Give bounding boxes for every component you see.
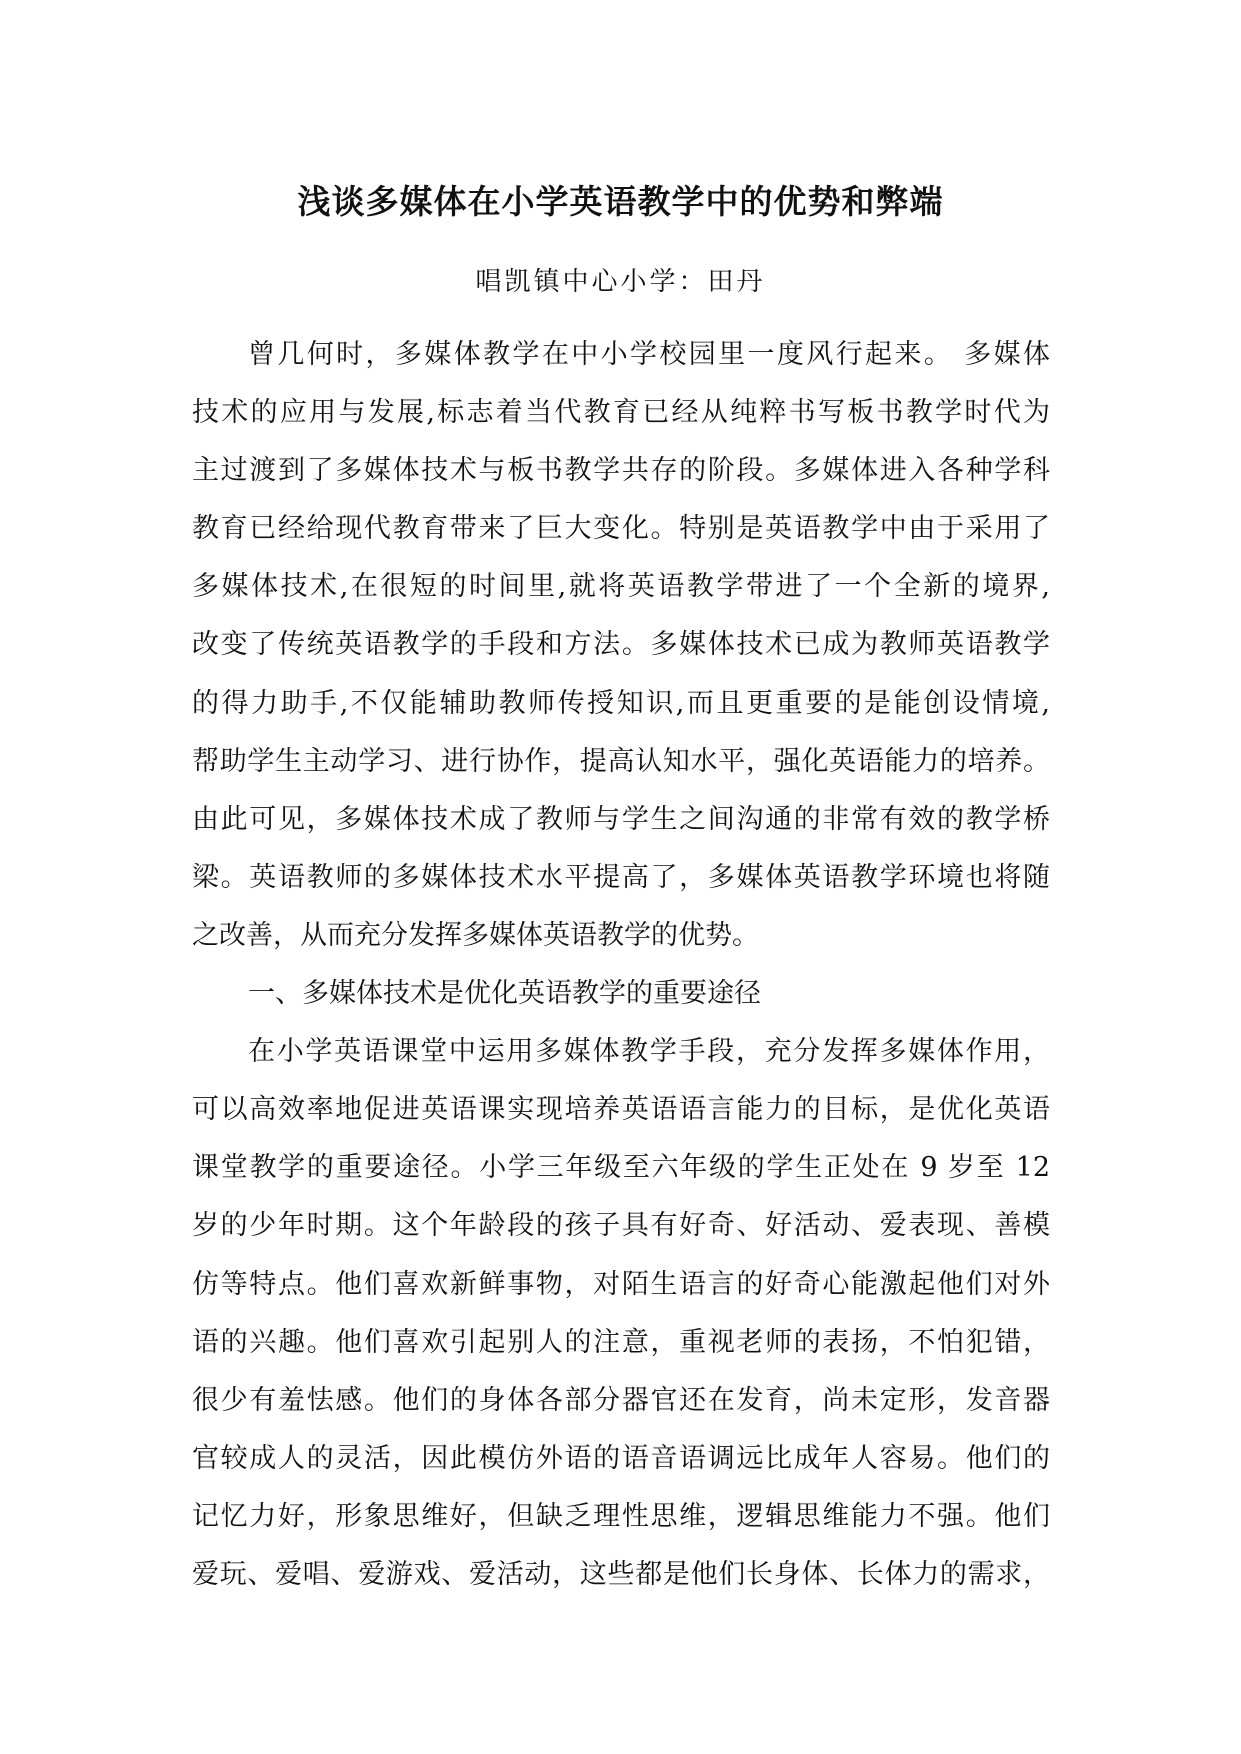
text-line: 改变了传统英语教学的手段和方法。多媒体技术已成为教师英语教学 xyxy=(192,629,1050,661)
text-line: 多媒体技术,在很短的时间里,就将英语教学带进了一个全新的境界, xyxy=(192,571,1050,603)
text-line: 官较成人的灵活，因此模仿外语的语音语调远比成年人容易。他们的 xyxy=(192,1442,1050,1474)
text-line: 由此可见，多媒体技术成了教师与学生之间沟通的非常有效的教学桥 xyxy=(192,803,1050,835)
text-line: 梁。英语教师的多媒体技术水平提高了，多媒体英语教学环境也将随 xyxy=(192,861,1050,893)
text-line: 技术的应用与发展,标志着当代教育已经从纯粹书写板书教学时代为 xyxy=(192,397,1050,429)
text-line: 很少有羞怯感。他们的身体各部分器官还在发育，尚未定形，发音器 xyxy=(192,1384,1050,1416)
body-text xyxy=(192,326,1050,1604)
text-line: 记忆力好，形象思维好，但缺乏理性思维，逻辑思维能力不强。他们 xyxy=(192,1500,1050,1532)
section-heading: 一、多媒体技术是优化英语教学的重要途径 xyxy=(248,978,761,1010)
text-line: 课堂教学的重要途径。小学三年级至六年级的学生正处在 9 岁至 12 xyxy=(192,1152,1050,1184)
text-line: 语的兴趣。他们喜欢引起别人的注意，重视老师的表扬，不怕犯错， xyxy=(192,1326,1050,1358)
text-line: 在小学英语课堂中运用多媒体教学手段，充分发挥多媒体作用， xyxy=(248,1036,1050,1068)
text-line: 岁的少年时期。这个年龄段的孩子具有好奇、好活动、爱表现、善模 xyxy=(192,1210,1050,1242)
text-line: 仿等特点。他们喜欢新鲜事物，对陌生语言的好奇心能激起他们对外 xyxy=(192,1268,1050,1300)
text-line: 帮助学生主动学习、进行协作，提高认知水平，强化英语能力的培养。 xyxy=(192,745,1050,777)
page-title: 浅谈多媒体在小学英语教学中的优势和弊端 xyxy=(297,182,944,221)
text-line: 之改善，从而充分发挥多媒体英语教学的优势。 xyxy=(192,919,759,951)
text-line: 教育已经给现代教育带来了巨大变化。特别是英语教学中由于采用了 xyxy=(192,513,1050,545)
author-line: 唱凯镇中心小学：田丹 xyxy=(475,267,766,297)
text-line: 爱玩、爱唱、爱游戏、爱活动，这些都是他们长身体、长体力的需求， xyxy=(192,1558,1050,1590)
text-line: 主过渡到了多媒体技术与板书教学共存的阶段。多媒体进入各种学科 xyxy=(192,455,1050,487)
text-line: 可以高效率地促进英语课实现培养英语语言能力的目标，是优化英语 xyxy=(192,1094,1050,1126)
text-line: 的得力助手,不仅能辅助教师传授知识,而且更重要的是能创设情境, xyxy=(192,687,1050,719)
text-line: 曾几何时，多媒体教学在中小学校园里一度风行起来。 多媒体 xyxy=(248,339,1050,370)
